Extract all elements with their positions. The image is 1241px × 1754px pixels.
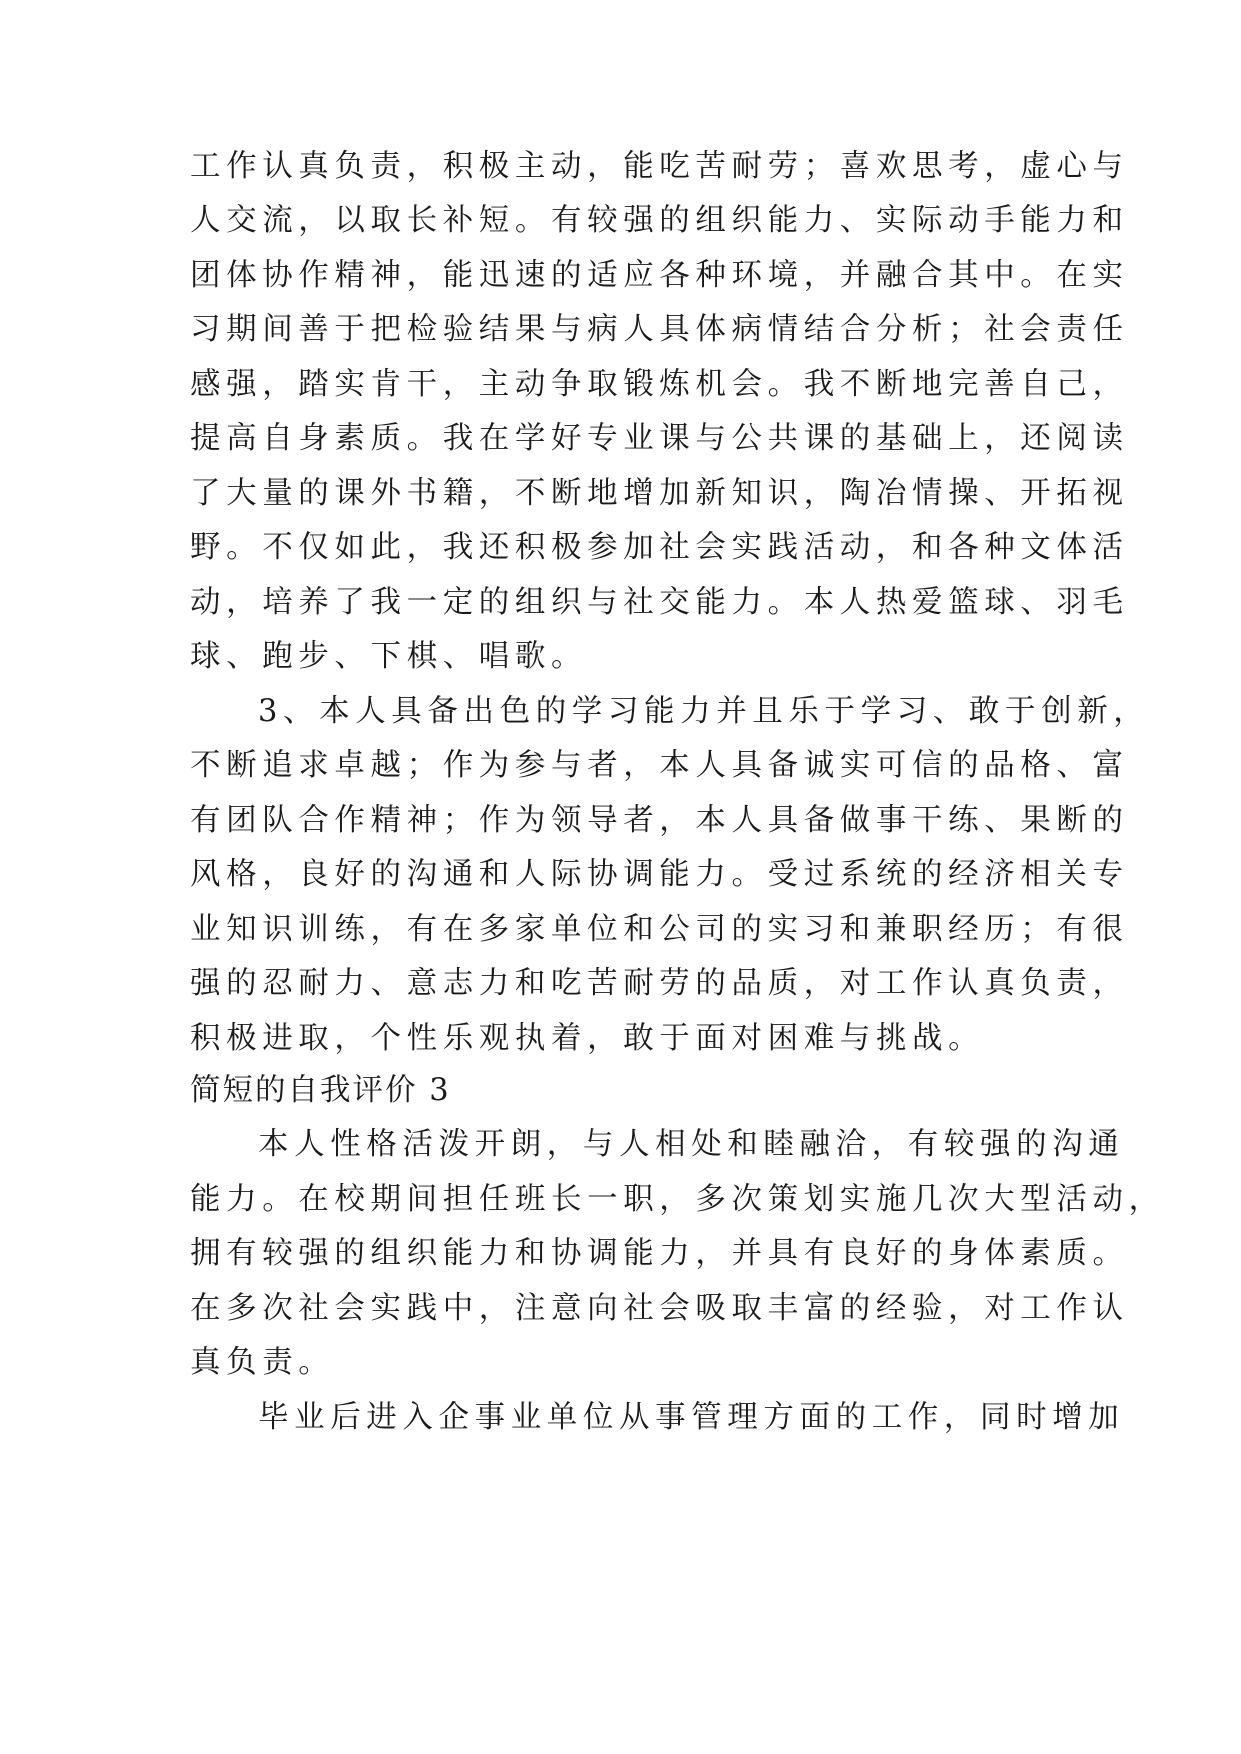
paragraph-line: 本人性格活泼开朗，与人相处和睦融洽，有较强的沟通 — [258, 1127, 1125, 1162]
paragraph-line: 3、本人具备出色的学习能力并且乐于学习、敢于创新， — [258, 694, 1150, 729]
paragraph-line: 球、跑步、下棋、唱歌。 — [190, 639, 588, 674]
paragraph-line: 风格，良好的沟通和人际协调能力。受过系统的经济相关专 — [190, 857, 1129, 892]
paragraph-line: 人交流，以取长补短。有较强的组织能力、实际动手能力和 — [190, 203, 1129, 238]
paragraph-line: 了大量的课外书籍，不断地增加新知识，陶冶情操、开拓视 — [190, 476, 1129, 511]
paragraph-line: 野。不仅如此，我还积极参加社会实践活动，和各种文体活 — [190, 530, 1129, 565]
paragraph-line: 强的忍耐力、意志力和吃苦耐劳的品质，对工作认真负责， — [190, 966, 1129, 1001]
paragraph-line: 在多次社会实践中，注意向社会吸取丰富的经验，对工作认 — [190, 1291, 1129, 1326]
paragraph-line: 习期间善于把检验结果与病人具体病情结合分析；社会责任 — [190, 312, 1129, 347]
paragraph-line: 感强，踏实肯干，主动争取锻炼机会。我不断地完善自己， — [190, 367, 1129, 402]
paragraph-line: 业知识训练，有在多家单位和公司的实习和兼职经历；有很 — [190, 912, 1129, 947]
paragraph-line: 积极进取，个性乐观执着，敢于面对困难与挑战。 — [190, 1021, 985, 1056]
paragraph-line: 有团队合作精神；作为领导者，本人具备做事干练、果断的 — [190, 803, 1129, 838]
paragraph-line: 提高自身素质。我在学好专业课与公共课的基础上，还阅读 — [190, 421, 1129, 456]
paragraph-line: 拥有较强的组织能力和协调能力，并具有良好的身体素质。 — [190, 1236, 1129, 1271]
paragraph-line: 团体协作精神，能迅速的适应各种环境，并融合其中。在实 — [190, 258, 1129, 293]
paragraph-line: 能力。在校期间担任班长一职，多次策划实施几次大型活动， — [190, 1182, 1165, 1217]
paragraph-line: 毕业后进入企事业单位从事管理方面的工作，同时增加 — [258, 1400, 1125, 1435]
paragraph-line: 真负责。 — [190, 1345, 335, 1380]
section-heading: 简短的自我评价 3 — [190, 1073, 451, 1108]
paragraph-line: 动，培养了我一定的组织与社交能力。本人热爱篮球、羽毛 — [190, 585, 1129, 620]
paragraph-line: 不断追求卓越；作为参与者，本人具备诚实可信的品格、富 — [190, 748, 1129, 783]
paragraph-line: 工作认真负责，积极主动，能吃苦耐劳；喜欢思考，虚心与 — [190, 149, 1129, 184]
